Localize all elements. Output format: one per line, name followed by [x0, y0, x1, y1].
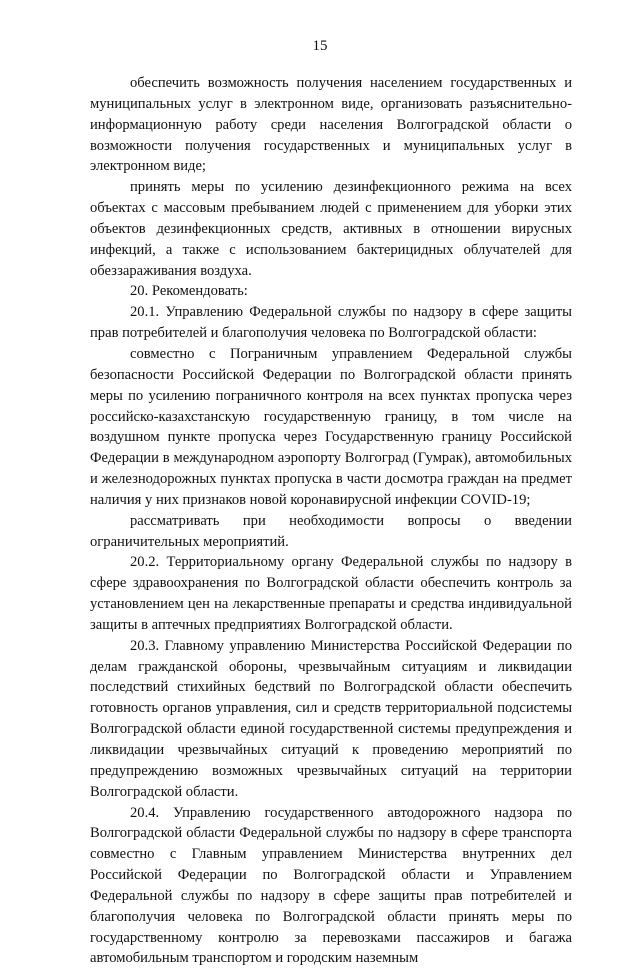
paragraph-disinfection: принять меры по усилению дезинфекционного режима на всех объектах с массовым пребыванием людей с применением для уборки этих объектов дезинфекционных средств, активных в отношении вирусных инфекций, а также с использованием бактерицидных облучателей для обеззараживания воздуха.: [90, 179, 572, 279]
paragraph-20-4: 20.4. Управлению государственного автодорожного надзора по Волгоградской области Федеральной службы по надзору в сфере транспорта совместно с Главным управлением Министерства внутренних дел Российской Федерации по Волгоградской области и Управлением Федеральной службы по надзору в сфере защиты прав потребителей и благополучия человека по Волгоградской области принять меры по государственному контролю за перевозками пассажиров и багажа автомобильным транспортом и городским наземным: [90, 804, 572, 967]
paragraph-electronic-services: обеспечить возможность получения населением государственных и муниципальных услуг в электронном виде, организовать разъяснительно-информационную работу среди населения Волгоградской области о возможности получения государственных и муниципальных услуг в электронном виде;: [90, 75, 572, 175]
paragraph-20-1: 20.1. Управлению Федеральной службы по надзору в сфере защиты прав потребителей и благополучия человека по Волгоградской области:: [90, 304, 572, 342]
paragraph-border-control: совместно с Пограничным управлением Федеральной службы безопасности Российской Федерации по Волгоградской области принять меры по усилению пограничного контроля на всех пунктах пропуска через российско-казахстанскую государственную границу, в том числе на воздушном пункте пропуска через Государственную границу Российской Федерации в международном аэропорту Волгоград (Гумрак), автомобильных и железнодорожных пунктах пропуска в части досмотра граждан на предмет наличия у них признаков новой коронавирусной инфекции COVID-19;: [90, 345, 572, 508]
paragraph-20-2: 20.2. Территориальному органу Федеральной службы по надзору в сфере здравоохранения по Волгоградской области обеспечить контроль за установлением цен на лекарственные препараты и средства индивидуальной защиты в аптечных предприятиях Волгоградской области.: [90, 554, 572, 633]
page-number: 15: [312, 38, 328, 54]
paragraph-recommend-heading: 20. Рекомендовать:: [130, 283, 248, 300]
paragraph-restrictive-measures: рассматривать при необходимости вопросы о введении ограничительных мероприятий.: [90, 512, 572, 550]
paragraph-20-3: 20.3. Главному управлению Министерства Российской Федерации по делам гражданской обороны, чрезвычайным ситуациям и ликвидации последствий стихийных бедствий по Волгоградской области обеспечить готовность органов управления, сил и средств территориальной подсистемы Волгоградской области единой государственной системы предупреждения и ликвидации чрезвычайных ситуаций к проведению мероприятий по предупреждению возможных чрезвычайных ситуаций на территории Волгоградской области.: [90, 637, 572, 800]
document-body: [90, 73, 572, 969]
